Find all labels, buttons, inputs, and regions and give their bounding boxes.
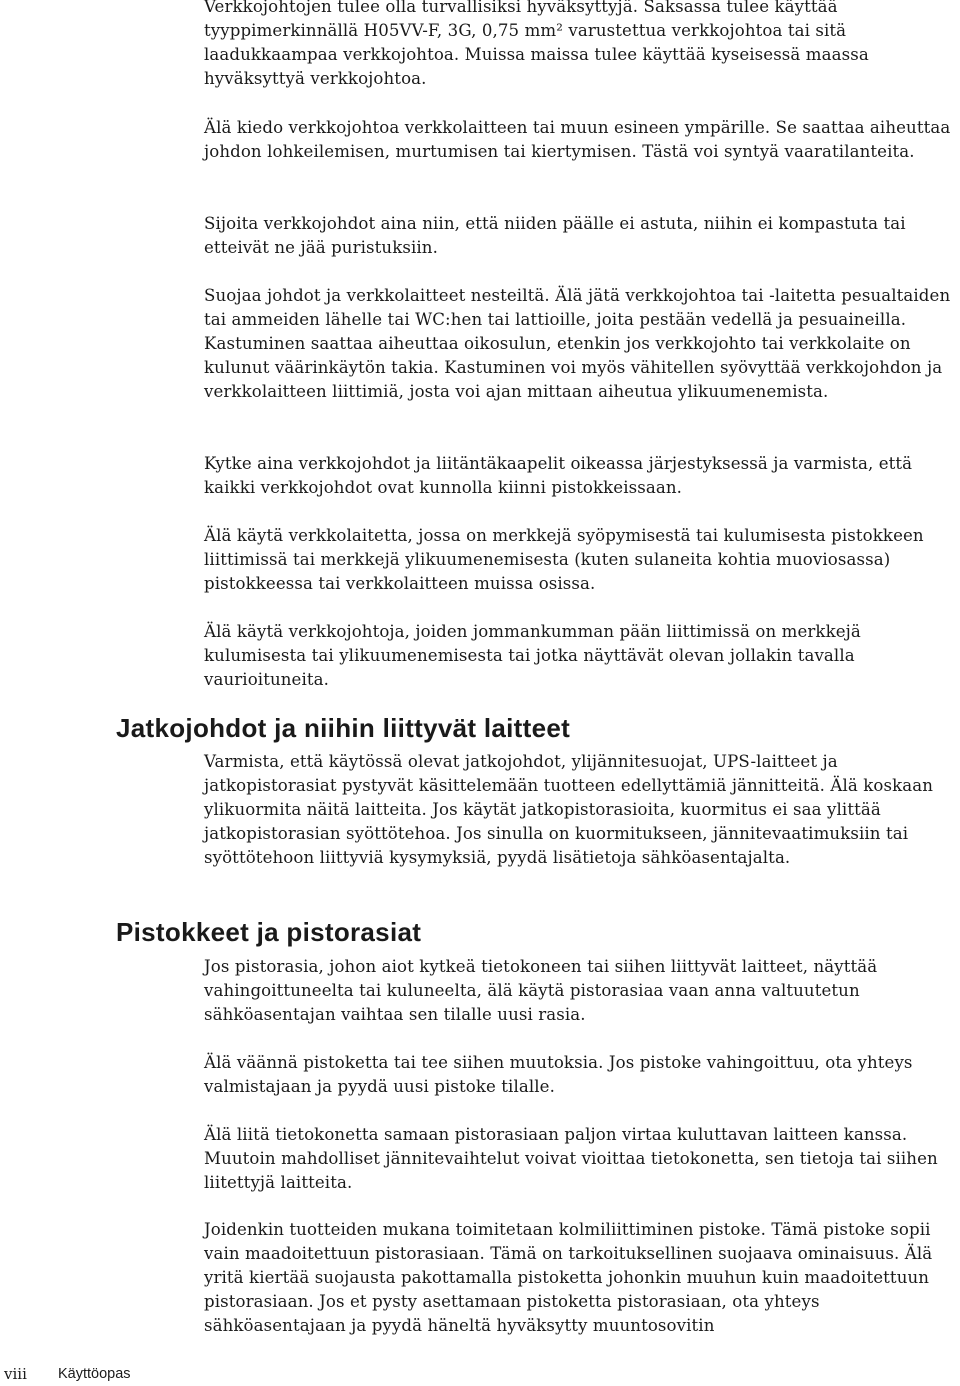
paragraph-do-not-modify-plug [204,1051,956,1099]
paragraph-power-cord-approval [204,0,956,91]
section-heading-plugs-outlets: Pistokkeet ja pistorasiat [116,917,422,947]
paragraph-text: Sijoita verkkojohdot aina niin, että niiden päälle ei astuta, niihin ei kompastuta tai etteivät ne jää puristuksiin. [204,214,906,257]
paragraph-text: Joidenkin tuotteiden mukana toimitetaan kolmiliittiminen pistoke. Tämä pistoke sopii vain maadoitettuun pistorasiaan. Tämä on tarkoituksellinen suojaava ominaisuus. Älä yritä kiertää suojausta pakottamalla pistoketta johonkin muuhun kuin maadoitettuun pistorasiaan. Jos et pysty asettamaan pistoketta pistorasiaan, ota yhteys sähköasentajaan ja pyydä häneltä hyväksytty muuntosovitin [204,1220,933,1335]
paragraph-text: Älä käytä verkkojohtoja, joiden jommankumman pään liittimissä on merkkejä kulumisesta tai ylikuumenemisesta tai jotka näyttävät olevan jollakin tavalla vaurioituneita. [204,622,861,689]
paragraph-shared-outlet [204,1123,956,1195]
paragraph-connect-order [204,452,956,500]
paragraph-cord-placement [204,212,956,260]
paragraph-damaged-cords [204,620,956,692]
paragraph-text: Älä käytä verkkolaitetta, jossa on merkkejä syöpymisestä tai kulumisesta pistokkeen liittimissä tai merkkejä ylikuumenemisesta (kuten sulaneita kohtia muoviosassa) pistokkeessa tai verkkolaitteen muissa osissa. [204,526,924,593]
section-heading-extension-cords: Jatkojohdot ja niihin liittyvät laitteet [116,713,571,743]
paragraph-protect-from-liquids [204,284,956,404]
paragraph-corroded-adapter [204,524,956,596]
paragraph-text: Älä väännä pistoketta tai tee siihen muutoksia. Jos pistoke vahingoittuu, ota yhteys valmistajaan ja pyydä uusi pistoke tilalle. [204,1053,913,1096]
paragraph-three-prong-plug [204,1218,956,1338]
paragraph-text: Kytke aina verkkojohdot ja liitäntäkaapelit oikeassa järjestyksessä ja varmista, että kaikki verkkojohdot ovat kunnolla kiinni pistokkeissaan. [204,454,913,497]
book-title: Käyttöopas [58,1366,131,1382]
paragraph-damaged-outlet [204,955,956,1027]
page-number: viii [4,1365,27,1383]
paragraph-text: Suojaa johdot ja verkkolaitteet nesteiltä. Älä jätä verkkojohtoa tai -laitetta pesualtaiden tai ammeiden lähelle tai WC:hen tai lattioille, joita pestään vedellä ja pesuaineilla. Kastuminen saattaa aiheuttaa oikosulun, etenkin jos verkkojohto tai verkkolaite on kulunut väärinkäytön takia. Kastuminen voi myös vähitellen syövyttää verkkojohdon ja verkkolaitteen liittimiä, josta voi ajan mittaan aiheutua ylikuumenemista. [204,286,951,401]
paragraph-text: Verkkojohtojen tulee olla turvallisiksi hyväksyttyjä. Saksassa tulee käyttää tyyppimerkinnällä H05VV-F, 3G, 0,75 mm² varustettua verkkojohtoa tai sitä laadukkaampaa verkkojohtoa. Muissa maissa tulee käyttää kyseisessä maassa hyväksyttyä verkkojohtoa. [204,0,869,88]
paragraph-text: Älä kiedo verkkojohtoa verkkolaitteen tai muun esineen ympärille. Se saattaa aiheuttaa johdon lohkeilemisen, murtumisen tai kiertymisen. Tästä voi syntyä vaaratilanteita. [204,118,951,161]
paragraph-text: Varmista, että käytössä olevat jatkojohdot, ylijännitesuojat, UPS-laitteet ja jatkopistorasiat pystyvät käsittelemään tuotteen edellyttämiä jännitteitä. Älä koskaan ylikuormita näitä laitteita. Jos käytät jatkopistorasioita, kuormitus ei saa ylittää jatkopistorasian syöttötehoa. Jos sinulla on kuormitukseen, jännitevaatimuksiin tai syöttötehoon liittyviä kysymyksiä, pyydä lisätietoja sähköasentajalta. [204,752,934,867]
paragraph-text: Jos pistorasia, johon aiot kytkeä tietokoneen tai siihen liittyvät laitteet, näyttää vahingoittuneelta tai kuluneelta, älä käytä pistorasiaa vaan anna valtuutetun sähköasentajan vaihtaa sen tilalle uusi rasia. [204,957,878,1024]
paragraph-do-not-wrap-cord [204,116,956,164]
paragraph-extension-cords [204,750,956,870]
paragraph-text: Älä liitä tietokonetta samaan pistorasiaan paljon virtaa kuluttavan laitteen kanssa. Muutoin mahdolliset jännitevaihtelut voivat vioittaa tietokonetta, sen tietoja tai siihen liitettyjä laitteita. [204,1125,938,1192]
